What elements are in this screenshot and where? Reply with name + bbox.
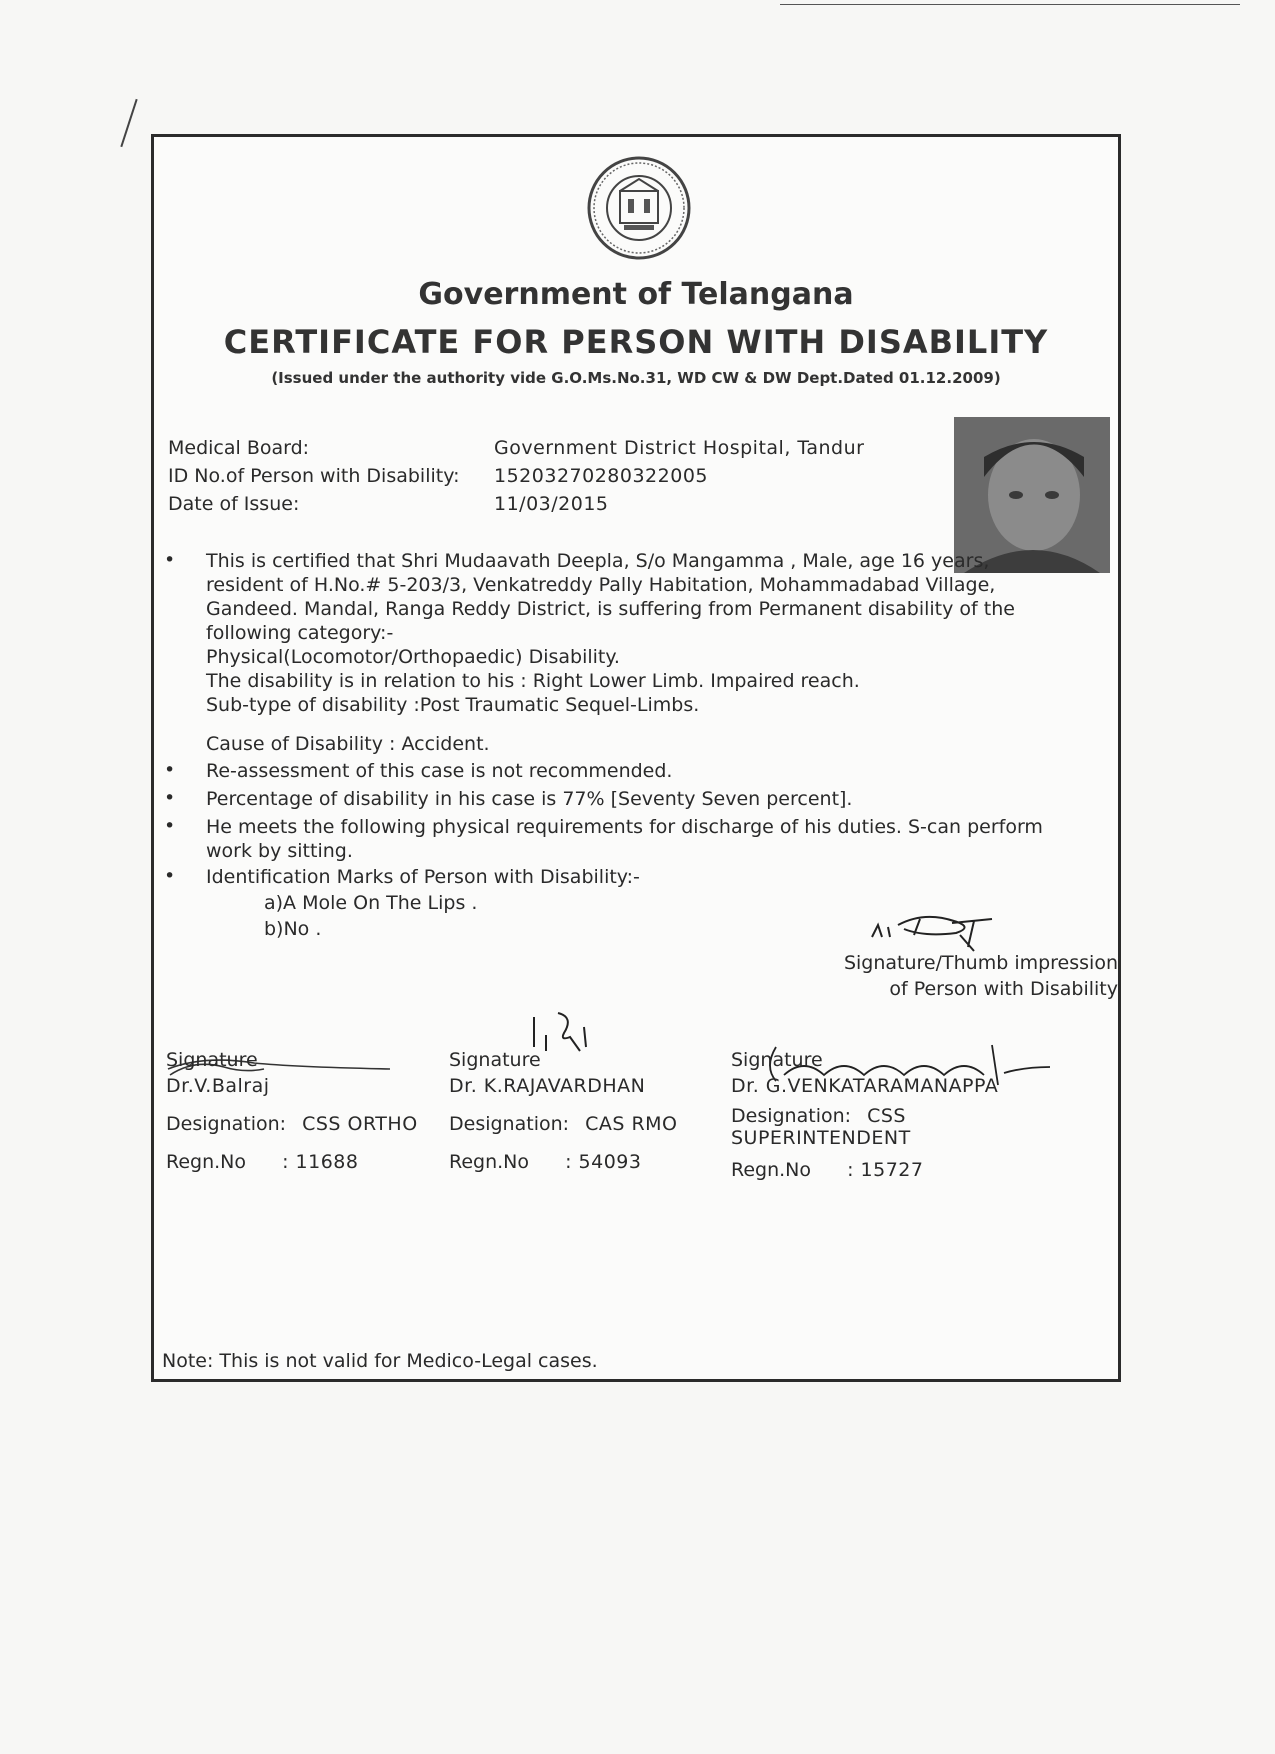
medical-board-label: Medical Board: bbox=[168, 437, 310, 459]
bullet-icon: • bbox=[164, 787, 176, 809]
designation-row bbox=[449, 1111, 678, 1137]
designation-label: Designation: bbox=[449, 1113, 570, 1135]
legal-note: Note: This is not valid for Medico-Legal cases. bbox=[162, 1350, 598, 1372]
designation-row bbox=[731, 1105, 1091, 1149]
identification-mark-a: a)A Mole On The Lips . bbox=[264, 892, 478, 914]
bullet-icon: • bbox=[164, 865, 176, 887]
signatory-name: Dr. K.RAJAVARDHAN bbox=[449, 1075, 646, 1097]
signature-label: Signature bbox=[731, 1049, 823, 1071]
applicant-signature-line2: of Person with Disability bbox=[889, 978, 1118, 1000]
regn-label: Regn.No bbox=[166, 1151, 247, 1173]
signatory-ortho bbox=[166, 1047, 418, 1175]
applicant-signature-label bbox=[754, 950, 1118, 1002]
signatory-rmo bbox=[449, 1047, 678, 1175]
bullet-icon: • bbox=[164, 815, 176, 837]
id-number-label: ID No.of Person with Disability: bbox=[168, 465, 460, 487]
date-of-issue-value: 11/03/2015 bbox=[494, 493, 609, 515]
designation-label: Designation: bbox=[731, 1105, 852, 1127]
signatory-superintendent bbox=[731, 1047, 1091, 1183]
applicant-signature-line1: Signature/Thumb impression bbox=[843, 952, 1118, 974]
paragraph-line: The disability is in relation to his : Right Lower Limb. Impaired reach. bbox=[206, 670, 860, 692]
designation-value: CAS RMO bbox=[585, 1113, 678, 1135]
signatory-name: Dr. G.VENKATARAMANAPPA bbox=[731, 1075, 999, 1097]
paragraph-line: resident of H.No.# 5-203/3, Venkatreddy Pally Habitation, Mohammadabad Village, bbox=[206, 574, 996, 596]
id-number-value: 15203270280322005 bbox=[494, 465, 709, 487]
medical-board-value: Government District Hospital, Tandur bbox=[494, 437, 865, 459]
identification-mark-b: b)No . bbox=[264, 918, 322, 940]
identification-marks-heading: Identification Marks of Person with Disability:- bbox=[206, 866, 640, 888]
regn-row bbox=[731, 1157, 1091, 1183]
paragraph-line: This is certified that Shri Mudaavath Deepla, S/o Mangamma , Male, age 16 years, bbox=[206, 550, 990, 572]
designation-row bbox=[166, 1111, 418, 1137]
signature-label: Signature bbox=[449, 1049, 541, 1071]
paragraph-line: Gandeed. Mandal, Ranga Reddy District, is suffering from Permanent disability of the bbox=[206, 598, 1015, 620]
paragraph-line: following category:- bbox=[206, 622, 394, 644]
designation-value: CSS ORTHO bbox=[302, 1113, 418, 1135]
certificate bbox=[151, 134, 1121, 1382]
reassessment-text: Re-assessment of this case is not recommended. bbox=[206, 760, 673, 782]
government-heading: Government of Telangana bbox=[418, 277, 854, 312]
regn-value: : 15727 bbox=[847, 1159, 924, 1181]
regn-label: Regn.No bbox=[731, 1159, 812, 1181]
authority-subtitle: (Issued under the authority vide G.O.Ms.No.31, WD CW & DW Dept.Dated 01.12.2009) bbox=[271, 369, 1001, 387]
regn-value: : 11688 bbox=[282, 1151, 359, 1173]
bullet-icon: • bbox=[164, 759, 176, 781]
certificate-title: CERTIFICATE FOR PERSON WITH DISABILITY bbox=[223, 323, 1049, 361]
cause-of-disability: Cause of Disability : Accident. bbox=[206, 733, 490, 755]
pen-mark bbox=[120, 99, 137, 147]
designation-value: CSS bbox=[867, 1105, 906, 1127]
regn-row bbox=[166, 1149, 418, 1175]
regn-label: Regn.No bbox=[449, 1151, 530, 1173]
designation-value-line2: SUPERINTENDENT bbox=[731, 1127, 911, 1149]
scan-artifact-line bbox=[780, 4, 1240, 5]
paragraph-line: Sub-type of disability :Post Traumatic Sequel-Limbs. bbox=[206, 694, 700, 716]
paragraph-line: He meets the following physical requirements for discharge of his duties. S-can perform bbox=[206, 816, 1043, 838]
percentage-text: Percentage of disability in his case is 77% [Seventy Seven percent]. bbox=[206, 788, 853, 810]
state-seal-icon bbox=[586, 155, 692, 261]
paragraph-line: Physical(Locomotor/Orthopaedic) Disability. bbox=[206, 646, 620, 668]
requirements-text bbox=[206, 815, 1106, 863]
bullet-icon: • bbox=[164, 549, 176, 571]
paragraph-line: work by sitting. bbox=[206, 840, 353, 862]
regn-row bbox=[449, 1149, 678, 1175]
date-of-issue-label: Date of Issue: bbox=[168, 493, 300, 515]
signatory-name: Dr.V.Balraj bbox=[166, 1075, 270, 1097]
regn-value: : 54093 bbox=[565, 1151, 642, 1173]
certification-paragraph bbox=[206, 549, 1106, 717]
signature-label: Signature bbox=[166, 1049, 258, 1071]
designation-label: Designation: bbox=[166, 1113, 287, 1135]
